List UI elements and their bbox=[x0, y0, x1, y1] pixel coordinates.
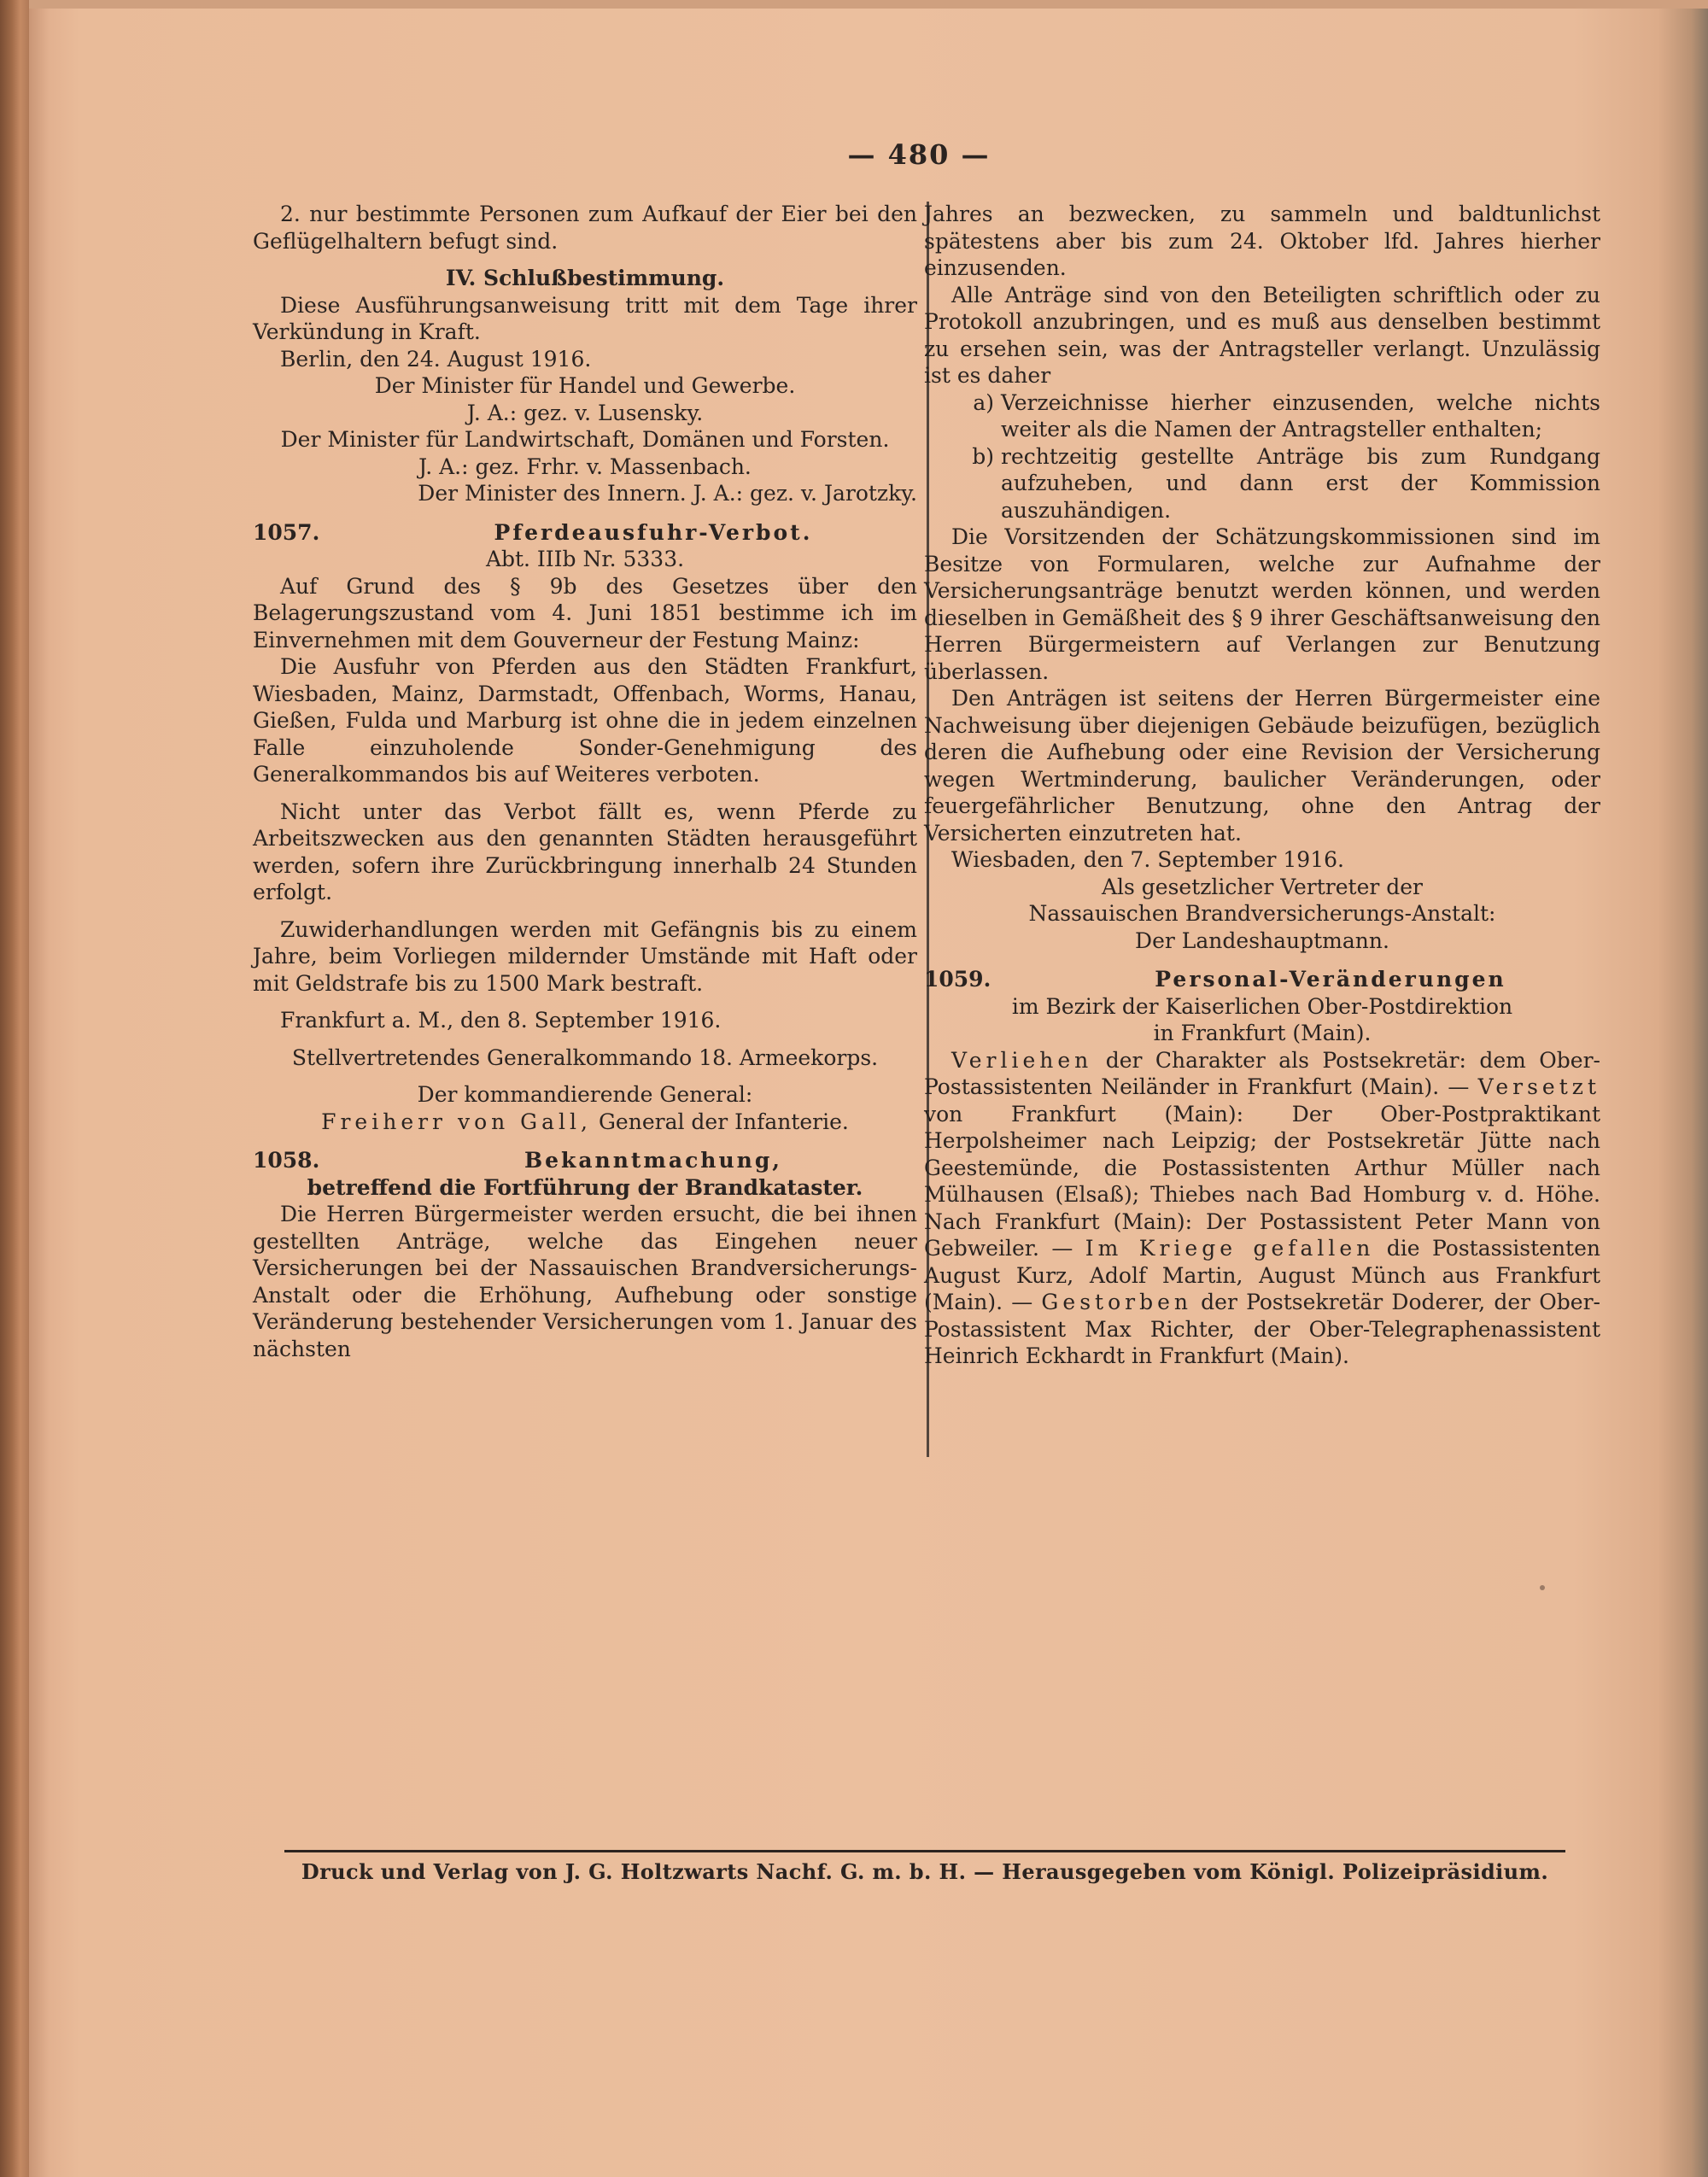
section-heading-1057 bbox=[253, 519, 917, 547]
signature-title: Der kommandierende General: bbox=[417, 1082, 753, 1107]
paragraph: Nicht unter das Verbot fällt es, wenn Pferde zu Arbeitszwecken aus den genannten Städten herausgeführt werden, sofern ihre Zurückbringung innerhalb 24 Stunden erfolgt. bbox=[253, 799, 917, 904]
schluss-text: Diese Ausführungsanweisung tritt mit dem Tage ihrer Verkündung in Kraft. bbox=[253, 292, 917, 344]
spaced-keyword: Versetzt bbox=[1477, 1074, 1600, 1099]
signature-line bbox=[253, 1109, 917, 1136]
signature-minister-landwirtschaft: Der Minister für Landwirtschaft, Domänen und Forsten. bbox=[280, 427, 890, 452]
paper-speck bbox=[1540, 1585, 1545, 1590]
section-heading-schluss: IV. Schlußbestimmung. bbox=[445, 266, 725, 290]
personnel-changes-paragraph bbox=[924, 1047, 1600, 1370]
section-subtitle: in Frankfurt (Main). bbox=[1153, 1021, 1372, 1045]
left-column bbox=[253, 201, 917, 1362]
signature-name: Freiherr von Gall, bbox=[321, 1109, 592, 1134]
signature-line: Nassauischen Brandversicherungs-Anstalt: bbox=[1028, 901, 1496, 926]
signature-name-lusensky: J. A.: gez. v. Lusensky. bbox=[466, 400, 704, 425]
signature-line: Der Landeshauptmann. bbox=[1135, 928, 1389, 953]
date-berlin: Berlin, den 24. August 1916. bbox=[280, 346, 592, 372]
section-number: 1058. bbox=[253, 1148, 320, 1173]
signature-minister-innern: Der Minister des Innern. J. A.: gez. v. Jarotzky. bbox=[418, 481, 917, 506]
section-title: Personal-Veränderungen bbox=[1155, 967, 1506, 992]
paragraph: Auf Grund des § 9b des Gesetzes über den Belagerungszustand vom 4. Juni 1851 bestimme ich im Einvernehmen mit dem Gouverneur der Festung Mainz: bbox=[253, 573, 917, 653]
list-item bbox=[924, 443, 1600, 524]
page-top-edge bbox=[29, 0, 1708, 9]
section-reference: Abt. IIIb Nr. 5333. bbox=[485, 547, 685, 571]
section-heading-1058 bbox=[253, 1147, 917, 1174]
section-heading-1059 bbox=[924, 966, 1600, 993]
paragraph-text: die Postassistenten August Kurz, Adolf Martin, August Münch aus Frankfurt (Main). — bbox=[924, 1236, 1600, 1314]
section-number: 1059. bbox=[924, 967, 991, 992]
paragraph-text: der Postsekretär Doderer, der Ober-Postassistent Max Richter, der Ober-Telegraphenassistent Heinrich Eckhardt in Frankfurt (Main). bbox=[924, 1290, 1600, 1368]
list-label: a) bbox=[973, 389, 994, 415]
list-label: b) bbox=[972, 443, 994, 469]
paragraph: Die Herren Bürgermeister werden ersucht, die bei ihnen gestellten Anträge, welche das Eingehen neuer Versicherungen bei der Nassauischen Brandversicherungs-Anstalt oder die Erhöhung, Aufhebung oder sonstige Veränderung bestehender Versicherungen vom 1. Januar des nächsten bbox=[253, 1202, 917, 1361]
signature-rank: General der Infanterie. bbox=[598, 1109, 849, 1134]
signature-minister-handel: Der Minister für Handel und Gewerbe. bbox=[374, 373, 796, 398]
section-subtitle: im Bezirk der Kaiserlichen Ober-Postdirektion bbox=[1011, 993, 1513, 1019]
paragraph: Zuwiderhandlungen werden mit Gefängnis bis zu einem Jahre, beim Vorliegen mildernder Umstände mit Haft oder mit Geldstrafe bis zu 1500 Mark bestraft. bbox=[253, 916, 917, 996]
section-subtitle: betreffend die Fortführung der Brandkataster. bbox=[307, 1174, 863, 1200]
imprint-footer: Druck und Verlag von J. G. Holtzwarts Nachf. G. m. b. H. — Herausgegeben vom Königl. Polizeipräsidium. bbox=[301, 1859, 1549, 1884]
continued-paragraph: Jahres an bezwecken, zu sammeln und baldtunlichst spätestens aber bis zum 24. Oktober lfd. Jahres hierher einzusenden. bbox=[924, 202, 1600, 280]
section-number: 1057. bbox=[253, 519, 320, 545]
list-text: Verzeichnisse hierher einzusenden, welche nichts weiter als die Namen der Antragsteller enthalten; bbox=[1001, 389, 1600, 442]
spaced-keyword: Gestorben bbox=[1041, 1290, 1192, 1314]
signature-line: Als gesetzlicher Vertreter der bbox=[1101, 874, 1424, 899]
paragraph: Die Ausfuhr von Pferden aus den Städten Frankfurt, Wiesbaden, Mainz, Darmstadt, Offenbach, Worms, Hanau, Gießen, Fulda und Marburg ist ohne die in jedem einzelnen Falle einzuholende Sonder-Genehmigung des Generalkommandos bis auf Weiteres verboten. bbox=[253, 654, 917, 787]
section-title: Bekanntmachung, bbox=[524, 1148, 783, 1173]
paragraph-text: der Charakter als Postsekretär: dem Ober-Postassistenten Neiländer in Frankfurt (Main). — bbox=[924, 1047, 1600, 1099]
issuing-authority: Stellvertretendes Generalkommando 18. Armeekorps. bbox=[291, 1045, 879, 1070]
paragraph: Den Anträgen ist seitens der Herren Bürgermeister eine Nachweisung über diejenigen Gebäude beizufügen, bezüglich deren die Aufhebung oder eine Revision der Versicherung wegen Wertminderung, baulicher Veränderungen, oder feuergefährlicher Benutzung, ohne den Antrag der Versicherten einzutreten hat. bbox=[924, 686, 1600, 846]
paragraph-text: von Frankfurt (Main): Der Ober-Postpraktikant Herpolsheimer nach Leipzig; der Postsekretär Jütte nach Geestemünde, die Postassistenten Arthur Müller nach Mülhausen (Elsaß); Thiebes nach Bad Homburg v. d. Höhe. Nach Frankfurt (Main): Der Postassistent Peter Mann von Gebweiler. — bbox=[924, 1101, 1600, 1261]
signature-name-massenbach: J. A.: gez. Frhr. v. Massenbach. bbox=[418, 454, 752, 479]
page-number: — 480 — bbox=[847, 138, 991, 171]
book-spine-edge bbox=[0, 0, 29, 2177]
date-frankfurt: Frankfurt a. M., den 8. September 1916. bbox=[280, 1008, 722, 1033]
paragraph: Die Vorsitzenden der Schätzungskommissionen sind im Besitze von Formularen, welche zur Aufnahme der Versicherungsanträge benutzt werden können, und werden dieselben in Gemäßheit des § 9 ihrer Geschäftsanweisung den Herren Bürgermeistern auf Verlangen zur Benutzung überlassen. bbox=[924, 524, 1600, 684]
spaced-keyword: Im Kriege gefallen bbox=[1085, 1236, 1375, 1261]
section-title: Pferdeausfuhr-Verbot. bbox=[494, 519, 813, 545]
intro-paragraph: 2. nur bestimmte Personen zum Aufkauf der Eier bei den Geflügelhaltern befugt sind. bbox=[253, 202, 917, 254]
spaced-keyword: Verliehen bbox=[951, 1047, 1093, 1073]
footer-rule bbox=[284, 1850, 1565, 1852]
paragraph: Alle Anträge sind von den Beteiligten schriftlich oder zu Protokoll anzubringen, und es muß aus denselben bestimmt zu ersehen sein, was der Antragsteller verlangt. Unzulässig ist es daher bbox=[924, 282, 1600, 388]
list-text: rechtzeitig gestellte Anträge bis zum Rundgang aufzuheben, und dann erst der Kommission auszuhändigen. bbox=[1001, 443, 1600, 523]
date-wiesbaden: Wiesbaden, den 7. September 1916. bbox=[951, 847, 1344, 872]
list-item bbox=[924, 389, 1600, 443]
right-column bbox=[924, 201, 1600, 1370]
